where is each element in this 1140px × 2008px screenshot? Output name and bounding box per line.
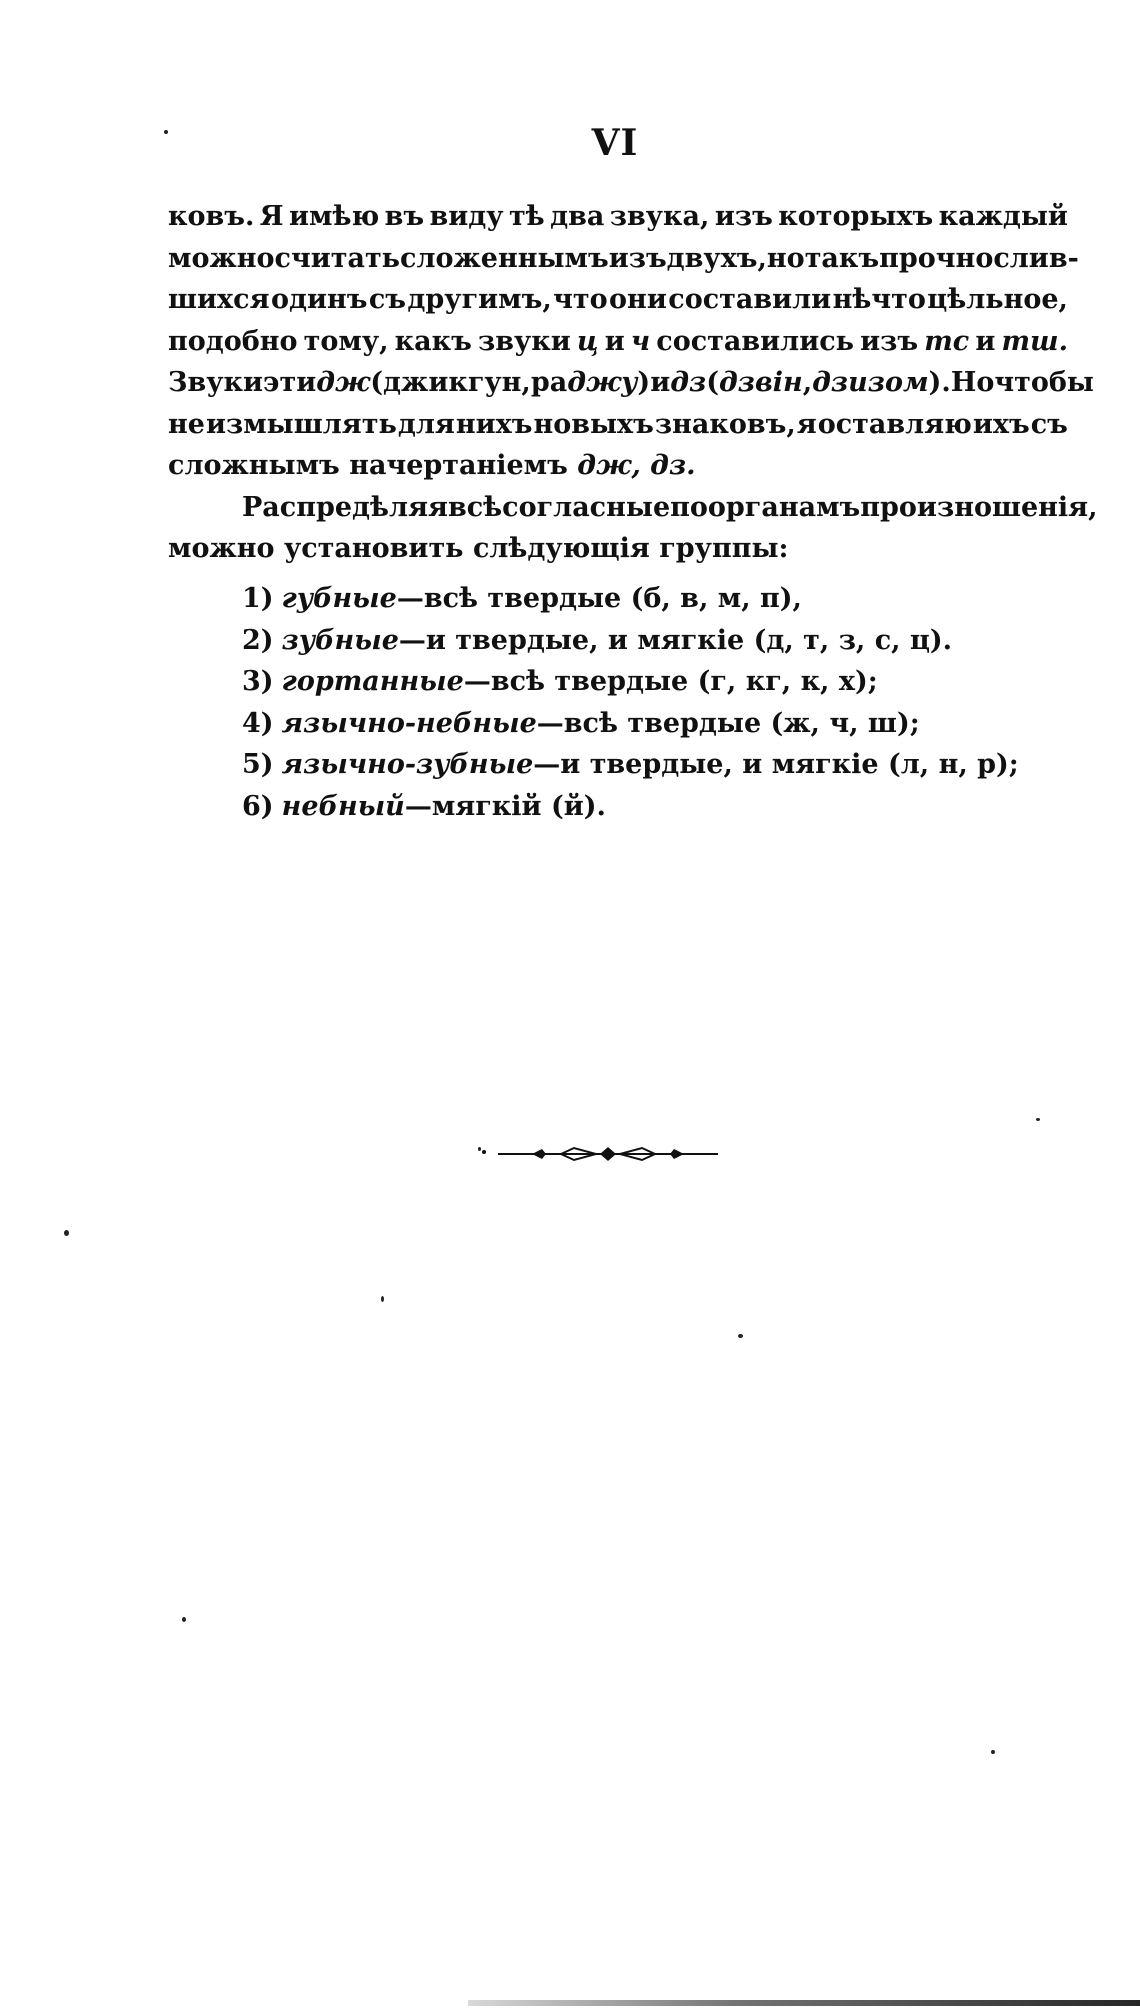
word: тому, bbox=[303, 325, 389, 357]
word: прочно bbox=[879, 242, 994, 274]
scan-speck bbox=[478, 1147, 481, 1151]
word: органамъ bbox=[707, 491, 861, 523]
word: слѣдующiя bbox=[472, 533, 650, 564]
word: въ bbox=[384, 201, 425, 232]
word: слив- bbox=[993, 242, 1079, 274]
text-line bbox=[168, 196, 1068, 238]
word bbox=[812, 362, 951, 404]
word: какъ bbox=[394, 325, 472, 357]
word: одинъ bbox=[270, 284, 368, 315]
scan-speck bbox=[991, 1750, 995, 1754]
word-part: дзвiн bbox=[719, 367, 803, 398]
group-term: язычно-зубные bbox=[281, 749, 534, 780]
word: и bbox=[975, 325, 996, 357]
word: они bbox=[609, 284, 667, 315]
group-description: —и твердые, и мягкiе (л, н, р); bbox=[533, 749, 1019, 780]
group-description: —всѣ твердые (ж, ч, ш); bbox=[536, 707, 920, 739]
word: и bbox=[650, 367, 671, 398]
text-line bbox=[168, 528, 1068, 570]
word: но bbox=[766, 242, 805, 274]
word bbox=[706, 362, 812, 404]
list-number: 2) bbox=[242, 624, 274, 656]
text-line bbox=[168, 445, 1068, 487]
word: изъ bbox=[860, 325, 919, 357]
scan-speck bbox=[738, 1334, 743, 1338]
word: произношенiя, bbox=[860, 491, 1098, 523]
list-item bbox=[242, 744, 1019, 786]
word: не bbox=[168, 408, 205, 440]
word: чтобы bbox=[994, 367, 1094, 398]
word: оставляю bbox=[817, 408, 972, 440]
word: сложнымъ bbox=[168, 450, 340, 481]
word: считать bbox=[274, 242, 401, 274]
word: что bbox=[553, 284, 608, 315]
group-term: зубные bbox=[281, 624, 399, 656]
text-line bbox=[168, 362, 1094, 404]
list-number: 4) bbox=[242, 707, 274, 739]
list-item bbox=[242, 578, 1019, 620]
list-item bbox=[242, 786, 1019, 828]
list-number: 1) bbox=[242, 583, 274, 614]
word: для bbox=[397, 408, 455, 440]
word: можно bbox=[168, 242, 275, 274]
list-item bbox=[242, 620, 1019, 662]
group-term: гортанные bbox=[281, 666, 464, 697]
word: ц bbox=[576, 325, 599, 357]
word: подобно bbox=[168, 325, 298, 357]
scan-speck bbox=[164, 130, 168, 134]
group-description: —всѣ твердые (б, в, м, п), bbox=[396, 583, 802, 614]
word: тш. bbox=[1001, 325, 1068, 357]
word-part: ) bbox=[637, 367, 651, 398]
word: и bbox=[604, 325, 625, 357]
list-number: 5) bbox=[242, 749, 274, 780]
word: съ bbox=[368, 284, 407, 315]
word-part: дзизом bbox=[812, 367, 929, 398]
word: виду bbox=[429, 201, 504, 232]
word: новыхъ bbox=[533, 408, 654, 440]
scan-speck bbox=[64, 1230, 69, 1236]
word: группы: bbox=[659, 533, 789, 564]
text-line bbox=[168, 321, 1068, 363]
word: цѣльное, bbox=[927, 284, 1068, 315]
word: звуки bbox=[477, 325, 571, 357]
word: ч bbox=[630, 325, 651, 357]
text-line bbox=[168, 238, 1079, 280]
word: изъ bbox=[608, 242, 667, 274]
scan-edge bbox=[468, 2000, 1140, 2006]
word: Я bbox=[259, 201, 284, 232]
word: другимъ, bbox=[407, 284, 552, 315]
group-description: —и твердые, и мягкiе (д, т, з, с, ц). bbox=[398, 624, 953, 656]
word: составили bbox=[668, 284, 832, 315]
word: составились bbox=[656, 325, 854, 357]
scan-speck bbox=[1036, 1118, 1040, 1121]
word: Распредѣляя bbox=[242, 491, 448, 523]
list-item bbox=[242, 661, 1019, 703]
word-part: джу bbox=[567, 367, 638, 398]
word: имѣю bbox=[289, 201, 380, 232]
list-number: 3) bbox=[242, 666, 274, 697]
list-item bbox=[242, 703, 1019, 745]
page-number: VI bbox=[591, 122, 639, 164]
ornament-divider-icon bbox=[476, 1144, 740, 1164]
body-text bbox=[168, 196, 1098, 570]
word: (джикгун, bbox=[370, 367, 531, 398]
word bbox=[531, 362, 650, 404]
word: измышлять bbox=[205, 408, 397, 440]
text-line bbox=[168, 404, 1068, 446]
word: начертанiемъ bbox=[349, 450, 568, 481]
word: тс bbox=[924, 325, 970, 357]
paragraph-sounds bbox=[168, 196, 1094, 487]
word: такъ bbox=[804, 242, 880, 274]
word: ковъ. bbox=[168, 201, 255, 232]
word: я bbox=[796, 408, 817, 440]
word: съ bbox=[1030, 408, 1068, 440]
word: Но bbox=[950, 367, 995, 398]
word: дз bbox=[670, 367, 707, 398]
word: нѣчто bbox=[832, 284, 926, 315]
word: знаковъ, bbox=[654, 408, 796, 440]
word: по bbox=[670, 491, 708, 523]
group-term: губные bbox=[281, 583, 397, 614]
word: Звуки bbox=[168, 367, 264, 398]
word: всѣ bbox=[447, 491, 503, 523]
word: дж, bbox=[577, 450, 641, 481]
word: дз. bbox=[650, 450, 696, 481]
word-part: ( bbox=[706, 367, 720, 398]
word: звука, bbox=[609, 201, 710, 232]
word: установить bbox=[283, 533, 464, 564]
word: которыхъ bbox=[778, 201, 934, 232]
text-line bbox=[168, 487, 1098, 529]
word: дж bbox=[316, 367, 371, 398]
group-description: —всѣ твердые (г, кг, к, х); bbox=[463, 666, 878, 697]
word-part: ). bbox=[928, 367, 951, 398]
list-number: 6) bbox=[242, 790, 274, 822]
paragraph-groups-intro bbox=[168, 487, 1098, 570]
word: эти bbox=[263, 367, 317, 398]
word: каждый bbox=[938, 201, 1068, 232]
word: шихся bbox=[168, 284, 270, 315]
group-description: —мягкiй (й). bbox=[404, 790, 606, 822]
word: сложеннымъ bbox=[400, 242, 609, 274]
consonant-groups-list bbox=[242, 578, 1019, 827]
text-line bbox=[168, 279, 1068, 321]
word: нихъ bbox=[455, 408, 533, 440]
word: можно bbox=[168, 533, 275, 564]
word-part: ра bbox=[530, 367, 568, 398]
group-term: небный bbox=[281, 790, 405, 822]
word: двухъ, bbox=[666, 242, 767, 274]
word: два bbox=[550, 201, 605, 232]
word: согласные bbox=[502, 491, 671, 523]
word-part: , bbox=[802, 367, 813, 398]
word: тѣ bbox=[508, 201, 545, 232]
scan-speck bbox=[182, 1617, 186, 1622]
scan-speck bbox=[381, 1296, 384, 1302]
word: ихъ bbox=[972, 408, 1030, 440]
word: изъ bbox=[714, 201, 773, 232]
group-term: язычно-небные bbox=[281, 707, 537, 739]
